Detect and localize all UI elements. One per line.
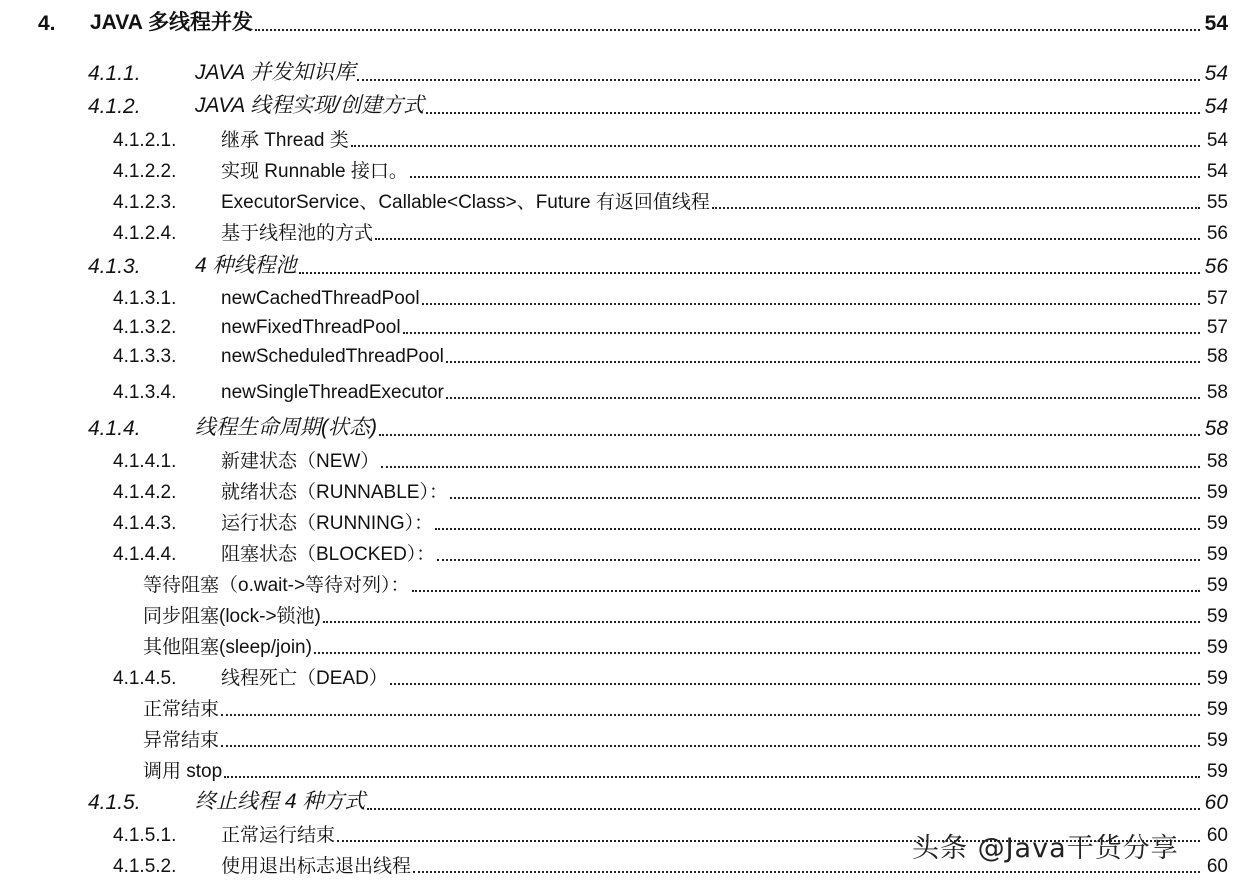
toc-entry [221,218,1228,245]
toc-title: 使用退出标志退出线程 [221,856,412,877]
toc-row[interactable] [0,313,1240,343]
watermark: 头条 @Java干货分享 [912,833,1179,864]
toc-title: 继承 Thread 类 [221,130,349,151]
toc-number: 4.1.3.3. [113,346,177,367]
toc-row[interactable] [0,415,1240,445]
toc-entry [195,56,1228,86]
toc-title: 就绪状态（RUNNABLE）： [221,482,448,503]
toc-page: 59 [1206,575,1228,596]
toc-leader [412,590,1200,592]
toc-number: 4.1.4.2. [113,482,177,503]
toc-title: 同步阻塞(lock->锁池) [143,606,321,627]
toc-page: 58 [1206,382,1228,403]
toc-page: 54 [1204,12,1228,35]
toc-entry [143,601,1228,628]
toc-row[interactable] [0,447,1240,477]
toc-number: 4. [38,12,56,35]
toc-page: 54 [1206,161,1228,182]
toc-number: 4.1.5. [88,791,141,814]
toc-leader [390,683,1200,685]
toc-title: 线程生命周期(状态) [195,416,377,439]
toc-title: 实现 Runnable 接口。 [221,161,408,182]
toc-page: 59 [1206,699,1228,720]
toc-leader [435,528,1200,530]
toc-page: 59 [1206,668,1228,689]
toc-row[interactable] [0,633,1240,663]
toc-leader [255,29,1200,31]
toc-leader [299,272,1200,274]
toc-entry [221,382,1228,404]
toc-row[interactable] [0,695,1240,725]
toc-entry [221,477,1228,504]
toc-page: 59 [1206,761,1228,782]
toc-title: newFixedThreadPool [221,317,401,338]
toc-entry [221,156,1228,183]
toc-row[interactable] [0,10,1240,40]
toc-row[interactable] [0,789,1240,819]
toc-entry [221,187,1228,214]
toc-number: 4.1.2.4. [113,223,177,244]
toc-page: 56 [1204,255,1228,278]
toc-number: 4.1.3. [88,255,141,278]
toc-page: 60 [1206,856,1228,877]
toc-number: 4.1.3.1. [113,288,177,309]
toc-page: 56 [1206,223,1228,244]
toc-leader [379,434,1200,436]
toc-number: 4.1.2.2. [113,161,177,182]
toc-title: 异常结束 [143,730,220,751]
toc-entry [221,663,1228,690]
toc-number: 4.1.1. [88,62,141,85]
toc-leader [221,745,1200,747]
toc-row[interactable] [0,284,1240,314]
toc-title: 等待阻塞（o.wait->等待对列）： [143,575,410,596]
toc-row[interactable] [0,342,1240,372]
toc-title: newScheduledThreadPool [221,346,444,367]
toc-title: JAVA 线程实现/创建方式 [195,94,425,117]
toc-row[interactable] [0,540,1240,570]
toc-page: 57 [1206,317,1228,338]
toc-number: 4.1.5.1. [113,825,177,846]
toc-entry [143,694,1228,721]
toc-number: 4.1.4.1. [113,451,177,472]
toc-title: JAVA 多线程并发 [90,11,253,34]
toc-row[interactable] [0,126,1240,156]
toc-leader [422,303,1200,305]
toc-number: 4.1.4.5. [113,668,177,689]
toc-row[interactable] [0,93,1240,123]
toc-leader [413,871,1200,873]
toc-row[interactable] [0,757,1240,787]
toc-entry [143,756,1228,783]
toc-page: 59 [1206,544,1228,565]
toc-title: ExecutorService、Callable<Class>、Future 有返回值线程 [221,192,710,213]
toc-leader [221,714,1200,716]
toc-row[interactable] [0,571,1240,601]
toc-leader [446,361,1200,363]
toc-number: 4.1.2.1. [113,130,177,151]
toc-leader [446,397,1200,399]
toc-number: 4.1.3.2. [113,317,177,338]
toc-page: 59 [1206,606,1228,627]
toc-entry [90,6,1228,36]
toc-number: 4.1.4. [88,417,141,440]
toc-entry [143,725,1228,752]
toc-page: 54 [1204,62,1228,85]
toc-number: 4.1.2. [88,95,141,118]
toc-leader [450,497,1200,499]
toc-page: 54 [1204,95,1228,118]
toc-title: 调用 stop [143,761,223,782]
toc-leader [367,808,1200,810]
toc-leader [437,559,1200,561]
toc-page: 54 [1206,130,1228,151]
toc-title: newSingleThreadExecutor [221,382,444,403]
toc-row[interactable] [0,664,1240,694]
toc-title: 4 种线程池 [195,254,297,277]
toc-row[interactable] [0,188,1240,218]
toc-page: 60 [1206,825,1228,846]
toc-row[interactable] [0,60,1240,90]
toc-row[interactable] [0,478,1240,508]
toc-entry [221,125,1228,152]
toc-number: 4.1.5.2. [113,856,177,877]
toc-row[interactable] [0,157,1240,187]
toc-entry [195,249,1228,279]
toc-leader [351,145,1200,147]
toc-page: 55 [1206,192,1228,213]
toc-page: 58 [1206,346,1228,367]
toc-page: 58 [1206,451,1228,472]
toc-entry [221,317,1228,339]
toc-leader [357,79,1200,81]
toc-page: 57 [1206,288,1228,309]
toc-row[interactable] [0,219,1240,249]
toc-entry [143,632,1228,659]
toc-entry [221,288,1228,310]
toc-leader [224,776,1200,778]
toc-number: 4.1.3.4. [113,382,177,403]
toc-title: 正常运行结束 [221,825,336,846]
toc-page: 59 [1206,513,1228,534]
toc-entry [221,346,1228,368]
toc-page: 59 [1206,637,1228,658]
toc-leader [403,332,1200,334]
toc-title: 阻塞状态（BLOCKED）： [221,544,436,565]
toc-page: 59 [1206,482,1228,503]
toc-entry [221,446,1228,473]
toc-title: 其他阻塞(sleep/join) [143,637,312,658]
toc-leader [375,238,1200,240]
toc-number: 4.1.4.3. [113,513,177,534]
toc-entry [221,539,1228,566]
toc-leader [381,466,1200,468]
toc-leader [712,207,1200,209]
toc-entry [195,89,1228,119]
toc-number: 4.1.2.3. [113,192,177,213]
toc-leader [410,176,1200,178]
toc-row[interactable] [0,253,1240,283]
toc-entry [195,785,1228,815]
toc-row[interactable] [0,726,1240,756]
toc-title: 正常结束 [143,699,220,720]
toc-row[interactable] [0,509,1240,539]
toc-leader [323,621,1200,623]
toc-number: 4.1.4.4. [113,544,177,565]
toc-row[interactable] [0,378,1240,408]
toc-entry [221,508,1228,535]
toc-entry [195,411,1228,441]
toc-title: 线程死亡（DEAD） [221,668,388,689]
toc-page: 60 [1204,791,1228,814]
toc-entry [143,570,1228,597]
toc-row[interactable] [0,602,1240,632]
toc-title: 基于线程池的方式 [221,223,374,244]
toc-title: JAVA 并发知识库 [195,61,356,84]
toc-leader [426,112,1200,114]
toc-title: 新建状态（NEW） [221,451,380,472]
toc-title: 运行状态（RUNNING）： [221,513,434,534]
toc-page: 58 [1204,417,1228,440]
toc-leader [314,652,1200,654]
toc-page: 59 [1206,730,1228,751]
toc-title: 终止线程 4 种方式 [195,790,366,813]
toc-title: newCachedThreadPool [221,288,420,309]
